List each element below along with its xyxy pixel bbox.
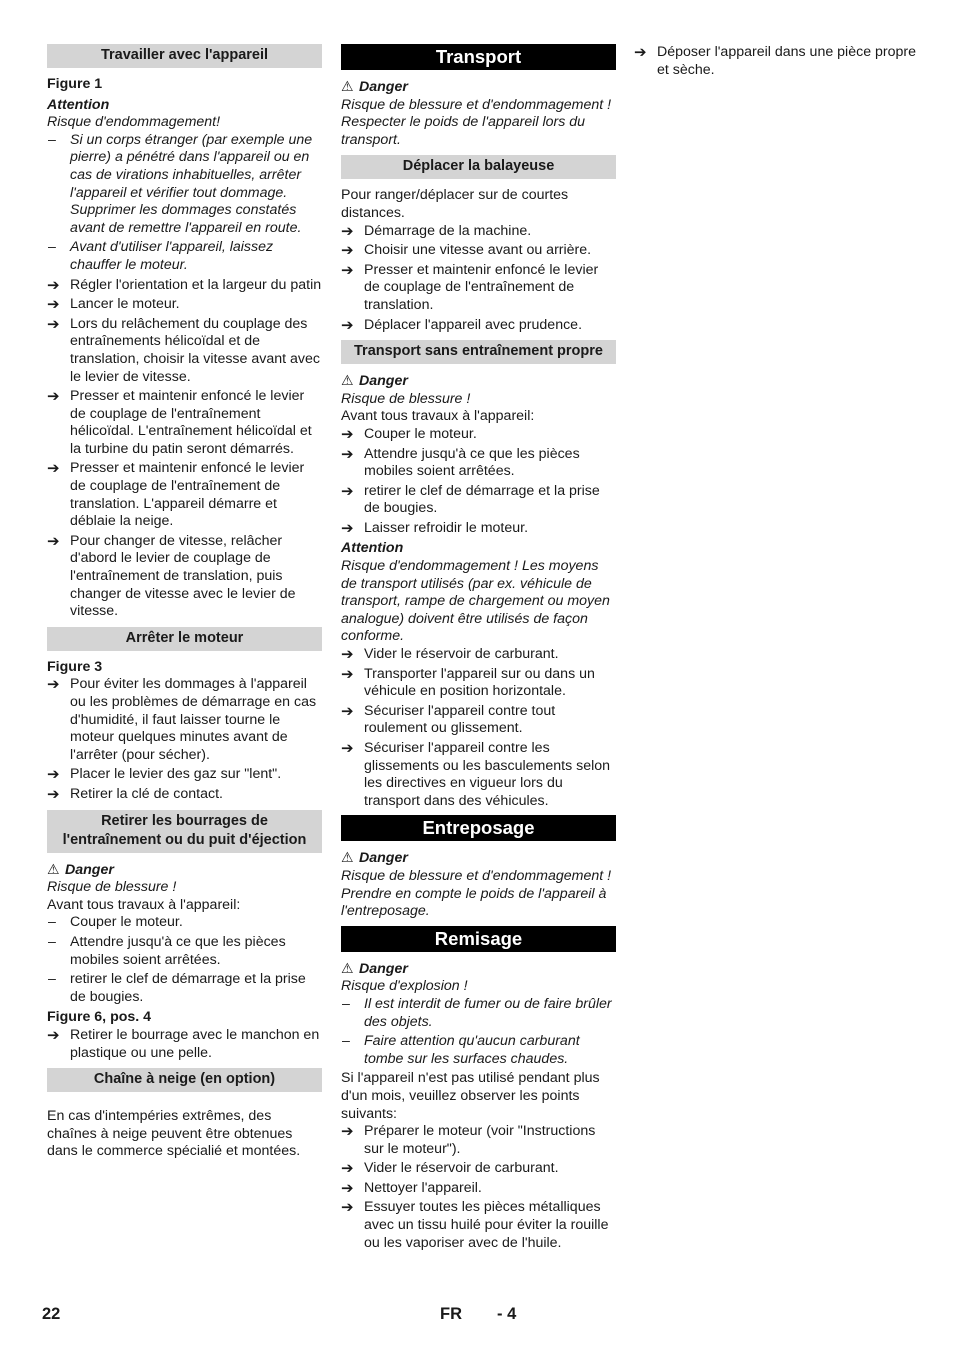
item-text: Sécuriser l'appareil contre tout roulement ou glissement.	[364, 702, 556, 737]
dash-bullet: –	[342, 1033, 350, 1050]
item-text: Attendre jusqu'à ce que les pièces mobiles soient arrêtées.	[364, 445, 580, 480]
right-arrow-icon: ➔	[341, 242, 354, 260]
dash-bullet: –	[48, 914, 56, 931]
danger-label: ⚠ Danger	[47, 860, 114, 878]
right-arrow-icon: ➔	[341, 1123, 354, 1141]
dash-bullet: –	[48, 933, 56, 950]
item-text: Presser et maintenir enfoncé le levier de couplage de l'entraînement hélicoïdal. L'entraînement hélicoïdal et la turbine du patin seront démarrés.	[70, 388, 312, 457]
right-arrow-icon: ➔	[47, 532, 60, 550]
step-item	[341, 740, 616, 810]
step-item	[341, 446, 616, 481]
step-item	[341, 223, 616, 241]
item-text: Si un corps étranger (par exemple une pierre) a pénétré dans l'appareil ou en cas de virations inhabituelles, arrêter l'appareil et vérifier tout dommage. Supprimer les dommages constatés avant de remettre l'appareil en route.	[70, 131, 313, 236]
right-arrow-icon: ➔	[47, 296, 60, 314]
item-text: Déposer l'appareil dans une pièce propre et sèche.	[657, 44, 917, 78]
step-item	[47, 296, 322, 314]
attention-label: Attention	[341, 540, 404, 557]
right-arrow-icon: ➔	[634, 44, 647, 61]
item-text: Sécuriser l'appareil contre les glissements ou les basculements selon les directives en vigueur lors du transport dans des véhicules.	[364, 740, 611, 809]
item-text: Couper le moteur.	[70, 914, 183, 931]
figure-ref: Figure 1	[47, 76, 103, 92]
item-text: Régler l'orientation et la largeur du patin	[70, 276, 322, 293]
item-text: Faire attention qu'aucun carburant tombe sur les surfaces chaudes.	[364, 1033, 580, 1067]
dash-bullet: –	[48, 239, 56, 256]
item-text: Lancer le moteur.	[70, 296, 180, 313]
section-heading-clear-jams: Retirer les bourrages de l'entraînement ou du puit d'éjection	[47, 810, 322, 853]
danger-text: Risque de blessure et d'endommagement ! Respecter le poids de l'appareil lors du transport.	[341, 96, 612, 148]
dash-bullet: –	[48, 971, 56, 988]
warning-triangle-icon: ⚠	[341, 372, 354, 389]
danger-text: Risque de blessure et d'endommagement ! Prendre en compte le poids de l'appareil à l'entreposage.	[341, 867, 612, 920]
step-list	[341, 646, 616, 810]
step-item	[341, 666, 616, 701]
section-number: - 4	[497, 1305, 517, 1323]
column-middle	[341, 44, 616, 1254]
right-arrow-icon: ➔	[341, 519, 354, 537]
section-heading-snow-chains: Chaîne à neige (en option)	[47, 1068, 322, 1092]
right-arrow-icon: ➔	[341, 425, 354, 443]
item-text: Choisir une vitesse avant ou arrière.	[364, 242, 592, 259]
paragraph: Si l'appareil n'est pas utilisé pendant plus d'un mois, veuillez observer les points suivants:	[341, 1070, 600, 1122]
danger-label: ⚠ Danger	[341, 372, 408, 390]
right-arrow-icon: ➔	[47, 388, 60, 406]
item-text: Pour éviter les dommages à l'appareil ou les problèmes de démarrage en cas d'humidité, il faut laisser tourne le moteur quelques minutes avant de l'arrêter (pour sécher).	[70, 676, 317, 763]
step-list	[341, 1123, 616, 1252]
paragraph: En cas d'intempéries extrêmes, des chaînes à neige peuvent être obtenues dans le commerce spécialié et montées.	[47, 1108, 301, 1160]
warning-triangle-icon: ⚠	[341, 959, 354, 976]
item-text: Retirer la clé de contact.	[70, 785, 223, 802]
section-heading-move-sweeper: Déplacer la balayeuse	[341, 155, 616, 179]
right-arrow-icon: ➔	[341, 482, 354, 500]
right-arrow-icon: ➔	[341, 665, 354, 683]
step-item	[47, 1027, 322, 1062]
item-text: Il est interdit de fumer ou de faire brûler des objets.	[364, 995, 612, 1030]
step-item	[341, 317, 616, 335]
step-item	[341, 262, 616, 315]
danger-label: ⚠ Danger	[341, 849, 408, 867]
step-list	[47, 676, 322, 803]
item-text: Retirer le bourrage avec le manchon en plastique ou une pelle.	[70, 1026, 320, 1061]
step-list	[47, 277, 322, 621]
figure-ref: Figure 3	[47, 658, 103, 675]
step-item	[341, 646, 616, 664]
dash-item	[341, 996, 616, 1031]
dash-item	[47, 934, 322, 969]
step-item	[341, 1180, 616, 1198]
right-arrow-icon: ➔	[47, 1026, 60, 1044]
step-list	[634, 44, 924, 79]
paragraph: Pour ranger/déplacer sur de courtes distances.	[341, 187, 569, 221]
step-item	[341, 242, 616, 260]
right-arrow-icon: ➔	[341, 702, 354, 720]
step-item	[47, 460, 322, 530]
item-text: Préparer le moteur (voir "Instructions sur le moteur").	[364, 1123, 596, 1157]
warning-triangle-icon: ⚠	[341, 78, 354, 94]
step-item	[47, 388, 322, 458]
step-list	[47, 1027, 322, 1062]
right-arrow-icon: ➔	[47, 315, 60, 333]
step-item	[341, 1123, 616, 1158]
dash-item	[341, 1033, 616, 1068]
right-arrow-icon: ➔	[341, 222, 354, 240]
attention-label: Attention	[47, 96, 110, 113]
right-arrow-icon: ➔	[341, 261, 354, 279]
attention-text: Risque d'endommagement!	[47, 114, 221, 131]
danger-text: Risque de blessure !	[47, 879, 177, 896]
right-arrow-icon: ➔	[341, 1179, 354, 1197]
step-item	[341, 520, 616, 538]
right-arrow-icon: ➔	[47, 276, 60, 294]
chapter-heading-storage: Entreposage	[341, 815, 616, 841]
step-item	[341, 1160, 616, 1178]
item-text: Lors du relâchement du couplage des entraînements hélicoïdal et de translation, choisir la vitesse avant avec le levier de vitesse.	[70, 315, 320, 385]
step-list	[341, 223, 616, 335]
section-heading-stop-engine: Arrêter le moteur	[47, 627, 322, 651]
attention-text: Risque d'endommagement ! Les moyens de transport utilisés (par ex. véhicule de transport, rampe de chargement ou moyen analogue) doivent être utilisés de façon conforme.	[341, 558, 610, 645]
item-text: Couper le moteur.	[364, 425, 477, 442]
chapter-heading-remisage: Remisage	[341, 926, 616, 952]
step-item	[634, 44, 924, 79]
paragraph: Avant tous travaux à l'appareil:	[341, 408, 535, 425]
figure-ref: Figure 6, pos. 4	[47, 1009, 152, 1026]
item-text: Presser et maintenir enfoncé le levier de couplage de l'entraînement de translation.	[364, 261, 599, 313]
paragraph: Avant tous travaux à l'appareil:	[47, 896, 241, 913]
right-arrow-icon: ➔	[47, 766, 60, 784]
item-text: Attendre jusqu'à ce que les pièces mobiles soient arrêtées.	[70, 933, 286, 968]
dash-item	[47, 914, 322, 932]
dash-item	[47, 132, 322, 238]
warning-triangle-icon: ⚠	[341, 849, 354, 866]
item-text: Démarrage de la machine.	[364, 222, 532, 239]
item-text: Laisser refroidir le moteur.	[364, 519, 529, 536]
item-text: Nettoyer l'appareil.	[364, 1179, 482, 1196]
step-item	[47, 766, 322, 784]
column-left	[47, 44, 322, 1161]
step-item	[47, 533, 322, 621]
danger-text: Risque d'explosion !	[341, 978, 468, 995]
column-right	[634, 44, 924, 81]
right-arrow-icon: ➔	[341, 445, 354, 463]
step-item	[47, 316, 322, 386]
item-text: Pour changer de vitesse, relâcher d'abord le levier de couplage de l'entraînement de translation, puis changer de vitesse avec le levier de vitesse.	[70, 532, 296, 620]
item-text: Vider le réservoir de carburant.	[364, 1160, 559, 1177]
step-item	[47, 786, 322, 804]
item-text: retirer le clef de démarrage et la prise de bougies.	[70, 971, 306, 1005]
item-text: Déplacer l'appareil avec prudence.	[364, 316, 583, 333]
right-arrow-icon: ➔	[47, 676, 60, 694]
step-item	[47, 277, 322, 295]
step-item	[341, 703, 616, 738]
right-arrow-icon: ➔	[341, 740, 354, 757]
item-text: Vider le réservoir de carburant.	[364, 646, 559, 663]
chapter-heading-transport: Transport	[341, 44, 616, 70]
dash-item	[47, 239, 322, 274]
section-heading-transport-no-drive: Transport sans entraînement propre	[341, 340, 616, 364]
right-arrow-icon: ➔	[47, 460, 60, 478]
right-arrow-icon: ➔	[341, 316, 354, 334]
dash-bullet: –	[48, 131, 56, 148]
item-text: retirer le clef de démarrage et la prise de bougies.	[364, 482, 600, 517]
item-text: Placer le levier des gaz sur "lent".	[70, 766, 282, 783]
dash-list	[47, 914, 322, 1006]
danger-text: Risque de blessure !	[341, 390, 471, 407]
item-text: Presser et maintenir enfoncé le levier de couplage de l'entraînement de translation. L'appareil démarre et déblaie la neige.	[70, 460, 305, 530]
danger-label: ⚠ Danger	[341, 78, 408, 95]
step-item	[341, 426, 616, 444]
right-arrow-icon: ➔	[341, 1160, 354, 1178]
step-item	[341, 483, 616, 518]
step-item	[47, 676, 322, 764]
dash-bullet: –	[342, 995, 350, 1012]
dash-list	[341, 996, 616, 1068]
item-text: Transporter l'appareil sur ou dans un véhicule en position horizontale.	[364, 665, 595, 700]
right-arrow-icon: ➔	[47, 785, 60, 803]
dash-list	[47, 132, 322, 275]
step-item	[341, 1199, 616, 1252]
danger-label: ⚠ Danger	[341, 959, 408, 977]
step-list	[341, 426, 616, 538]
language-code: FR	[440, 1305, 462, 1323]
section-heading-working: Travailler avec l'appareil	[47, 44, 322, 68]
right-arrow-icon: ➔	[341, 646, 354, 664]
page-number: 22	[42, 1305, 61, 1323]
item-text: Avant d'utiliser l'appareil, laissez chauffer le moteur.	[70, 239, 274, 273]
warning-triangle-icon: ⚠	[47, 860, 60, 877]
right-arrow-icon: ➔	[341, 1199, 354, 1217]
dash-item	[47, 971, 322, 1006]
item-text: Essuyer toutes les pièces métalliques avec un tissu huilé pour éviter la rouille ou les vaporiser avec de l'huile.	[364, 1199, 609, 1251]
